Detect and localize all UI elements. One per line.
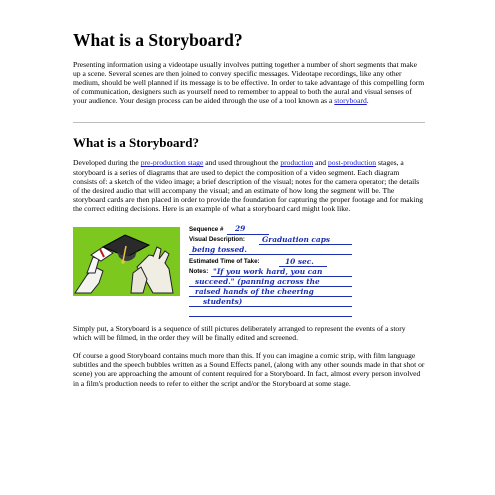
sequence-row bbox=[189, 225, 352, 235]
visual-underline-2 bbox=[189, 254, 352, 255]
production-link[interactable]: production bbox=[280, 158, 314, 168]
card-fields bbox=[189, 225, 352, 317]
page-content bbox=[73, 30, 425, 388]
paragraph-2: Simply put, a Storyboard is a sequence of still pictures deliberately arranged to represent the events of a story which will be filmed, in the order they will be finally edited and screened. bbox=[73, 324, 406, 343]
section-text-3: and bbox=[313, 158, 328, 168]
sequence-value: 29 bbox=[235, 224, 246, 234]
visual-label: Visual Description: bbox=[189, 236, 245, 244]
graduation-cap-icon bbox=[73, 227, 180, 296]
page-title: What is a Storyboard? bbox=[73, 30, 243, 50]
storyboard-card bbox=[73, 225, 425, 313]
notes-value-1: "If you work hard, you can bbox=[213, 267, 323, 277]
intro-paragraph bbox=[73, 60, 425, 105]
notes-row-2 bbox=[189, 277, 352, 287]
pre-production-link[interactable]: pre-production stage bbox=[140, 158, 204, 168]
storyboard-link[interactable]: storyboard bbox=[334, 96, 367, 106]
divider bbox=[73, 122, 425, 123]
notes-value-4: students) bbox=[203, 297, 243, 307]
section-text-1: Developed during the bbox=[73, 158, 141, 168]
notes-row-4 bbox=[189, 297, 352, 307]
section-text-2: and used throughout the bbox=[203, 158, 281, 168]
visual-row bbox=[189, 235, 352, 245]
time-label: Estimated Time of Take: bbox=[189, 258, 260, 266]
visual-value-1: Graduation caps bbox=[262, 235, 331, 245]
blank-row bbox=[189, 307, 352, 317]
section-title: What is a Storyboard? bbox=[73, 135, 200, 151]
visual-value-2: being tossed. bbox=[192, 245, 247, 255]
notes-label: Notes: bbox=[189, 268, 209, 276]
visual-row-2 bbox=[189, 245, 352, 255]
notes-row bbox=[189, 267, 352, 277]
time-row bbox=[189, 257, 352, 267]
notes-value-3: raised hands of the cheering bbox=[195, 287, 314, 297]
graduation-illustration bbox=[73, 227, 180, 296]
post-production-link[interactable]: post-production bbox=[328, 158, 377, 168]
sequence-label: Sequence # bbox=[189, 226, 224, 234]
intro-text: Presenting information using a videotape usually involves putting together a number of short segments that make up a scene. Several scenes are then joined to convey specific messages. Videotape recordings, like any other medium, should be well planned if its message is to be effective. In order to take advantage of this compelling form of communication, designers such as yourself need to remember to appeal to both the aural and visual senses of your audience. Your design process can be aided through the use of a tool known as a bbox=[73, 60, 425, 106]
section-text-4: stages, a storyboard is a series of diagrams that are used to depict the composition of a video segment. Each diagram consists of: a sketch of the video image; a brief description of the visual; notes for the camera operator; the details of the desired audio that will accompany the visual; and an estimate of how long the segment will be. The storyboard cards are then placed in order to provide the foundation for capturing the proper footage and for making the correct editing decisions. Here is an example of what a storyboard card might look like. bbox=[73, 158, 424, 213]
notes-value-2: succeed." (panning across the bbox=[195, 277, 320, 287]
section-paragraph bbox=[73, 158, 425, 213]
blank-underline bbox=[189, 316, 352, 317]
paragraph-3: Of course a good Storyboard contains much more than this. If you can imagine a comic strip, with film language subtitles and the speech bubbles written as a Sound Effects panel, (along with any other sounds made in that shot or scene) you are approaching the amount of content required for a Storyboard. In fact, almost every person involved in a film's production needs to refer to either the script and/or the Storyboard at some stage. bbox=[73, 351, 425, 388]
time-value: 10 sec. bbox=[285, 257, 314, 267]
notes-row-3 bbox=[189, 287, 352, 297]
intro-end: . bbox=[366, 96, 369, 106]
